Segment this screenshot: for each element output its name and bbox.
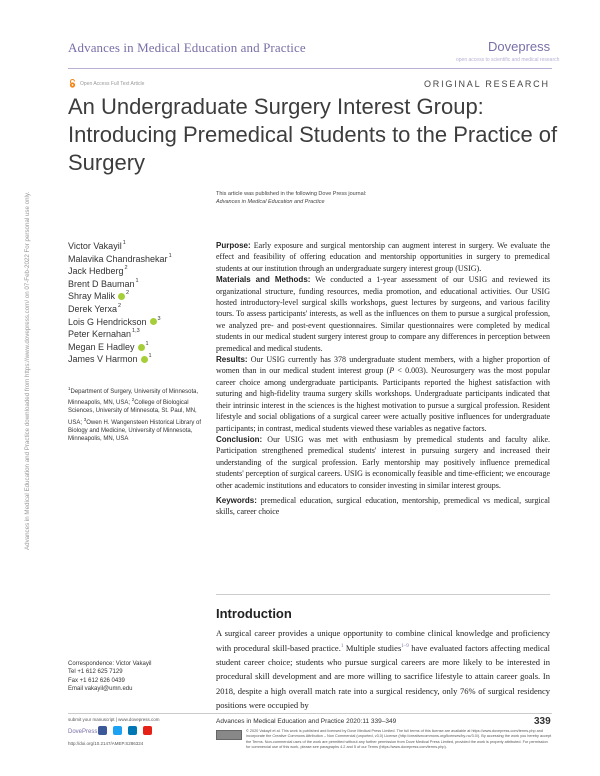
publisher-tagline: open access to scientific and medical research	[456, 57, 560, 63]
dovepress-small-logo[interactable]: DovePress	[68, 729, 98, 735]
keywords-text: premedical education, surgical education, mentorship, premedical vs medical, surgical skills, career choice	[216, 495, 550, 517]
results-text-cont: < 0.003). Neurosurgery was the most popular career choice among undergraduate participants. Participants reported the highest satisfaction with suturing and high-fidelity trauma surgery skills workshops. Undergraduate participants indicated that their intrinsic interest in the sciences is the highest motivation to pursue a surgical profession. Resident lifestyle and social obligations of a surgical career were actually positive influences for undergraduate participants; in contrast, medical students viewed these variables as negative factors.	[216, 366, 550, 433]
correspondence-fax: Fax +1 612 626 0439	[68, 677, 125, 684]
author-name: Lois G Hendrickson	[68, 316, 147, 327]
author-affiliation-number: 2	[126, 290, 130, 297]
publication-note	[216, 190, 366, 206]
publisher-logo[interactable]: Dovepress	[488, 39, 551, 54]
author-item	[68, 253, 172, 266]
abstract-conclusion	[216, 434, 550, 491]
conclusion-label: Conclusion:	[216, 434, 263, 444]
correspondence-email[interactable]: Email vakayil@umn.edu	[68, 686, 133, 693]
affiliation-2: College of Biological Sciences, University of Minnesota, St. Paul, MN, USA;	[68, 400, 197, 426]
author-name: Peter Kernahan	[68, 329, 132, 340]
affiliation-3: Owen H. Wangensteen Historical Library of Biology and Medicine, University of Minnesota, Minneapolis, MN, USA	[68, 419, 202, 443]
citation-link[interactable]: 1–9	[401, 644, 409, 650]
introduction-text	[216, 626, 550, 712]
author-affiliation-number: 1	[168, 252, 172, 259]
footer-citation: Advances in Medical Education and Practice 2020:11 339–349	[216, 718, 397, 725]
author-item	[68, 303, 172, 316]
correspondence-tel: Tel +1 612 625 7129	[68, 669, 123, 676]
citation-link[interactable]: 1	[340, 644, 344, 650]
author-affiliation-number: 1	[122, 240, 126, 246]
author-affiliation-number: 1	[135, 277, 139, 284]
footer-divider	[68, 713, 552, 714]
linkedin-icon[interactable]	[128, 726, 137, 735]
article-title: An Undergraduate Surgery Interest Group: Introducing Premedical Students to the Practice of Surgery	[68, 94, 558, 175]
author-name: Derek Yerxa	[68, 303, 118, 314]
publication-note-line: This article was published in the following Dove Press journal:	[216, 191, 367, 197]
purpose-label: Purpose:	[216, 241, 251, 250]
open-access-icon	[69, 79, 76, 88]
author-item	[68, 341, 172, 354]
article-type: ORIGINAL RESEARCH	[424, 79, 550, 89]
intro-text-part: have evaluated factors affecting medical student career choice; students who pursue surgical careers are more likely to be interested in procedural skill development and are more willing to sacrifice lifestyle to attain career goals. In 2018, despite a high overall match rate into a surgical residency, only 76% of surgical residency positions were occupied by	[216, 643, 551, 710]
author-list	[68, 240, 172, 366]
doi-link[interactable]: http://doi.org/10.2147/AMEP.S286324	[68, 741, 144, 746]
author-name: Shray Malik	[68, 291, 116, 302]
abstract-purpose	[216, 240, 550, 274]
affiliations	[68, 385, 212, 443]
author-affiliation-number: 1	[145, 340, 149, 347]
author-item	[68, 265, 172, 278]
affiliation-number: 3	[83, 416, 87, 422]
orcid-icon[interactable]	[138, 344, 145, 351]
abstract-keywords	[216, 495, 550, 518]
results-label: Results:	[216, 355, 248, 365]
open-access-label: Open Access Full Text Article	[80, 81, 145, 87]
author-item	[68, 353, 172, 366]
p-value-symbol: P	[389, 366, 395, 376]
license-text: © 2020 Vakayil et al. This work is published and licensed by Dove Medical Press Limited. The full terms of this license are available at https://www.dovepress.com/terms.php and incorporate the Creative Commons Attribution – Non Commercial (unported, v3.0) License (http://creativecommons.org/licenses/by-nc/3.0/). By accessing the work you hereby accept the Terms. Non-commercial uses of the work are permitted without any further permission from Dove Medical Press Limited, provided the work is properly attributed. For permission for commercial use of this work, please see paragraphs 4.2 and 5 of our Terms (https://www.dovepress.com/terms.php).	[246, 729, 552, 749]
journal-name: Advances in Medical Education and Practice	[68, 40, 306, 55]
methods-text: We conducted a 1-year assessment of our USIG and reviewed its organizational structure, funding resources, media promotion, and educational activities. Our USIG hosted introductory-level surgical skills workshops, guest lectures by surgeons, and various facility tours. To assess participants' interests, as well as the influences on them to pursue a surgical profession, we analyzed pre- and post-event questionnaires. Similar questionnaires were completed by medical students in our medical student surgery interest group to compare any differences in perception between premedical and medical students.	[216, 275, 550, 353]
orcid-icon[interactable]	[150, 318, 157, 325]
author-name: James V Harmon	[68, 354, 138, 365]
author-affiliation-number: 1,3	[132, 328, 140, 335]
affiliation-number: 1	[68, 386, 71, 391]
author-item	[68, 316, 172, 329]
intro-text-part: Multiple studies	[343, 643, 402, 654]
abstract	[216, 240, 550, 518]
author-affiliation-number: 3	[157, 315, 161, 322]
download-watermark	[3, 150, 43, 550]
orcid-icon[interactable]	[141, 356, 148, 363]
youtube-icon[interactable]	[143, 726, 152, 735]
correspondence	[68, 660, 152, 694]
author-affiliation-number: 2	[124, 265, 128, 272]
creative-commons-icon[interactable]	[216, 730, 242, 740]
author-item	[68, 328, 172, 341]
results-text: Our USIG currently has 378 undergraduate student members, with a higher proportion of women than in our medical student interest group (	[216, 355, 551, 376]
author-name: Malavika Chandrashekar	[68, 253, 168, 264]
twitter-icon[interactable]	[113, 726, 122, 735]
affiliation-1: Department of Surgery, University of Minnesota, Minneapolis, MN, USA;	[68, 389, 199, 407]
facebook-icon[interactable]	[98, 726, 107, 735]
page-number: 339	[534, 716, 551, 727]
abstract-results	[216, 354, 550, 434]
submit-manuscript-link[interactable]: submit your manuscript | www.dovepress.com	[68, 717, 160, 722]
correspondence-name: Correspondence: Victor Vakayil	[68, 661, 152, 667]
author-item	[68, 278, 172, 291]
keywords-label: Keywords:	[216, 495, 257, 505]
author-name: Megan E Hadley	[68, 341, 135, 352]
purpose-text: Early exposure and surgical mentorship can augment interest in surgery. We evaluate the effect and feasibility of offering education and mentorship opportunities in surgery to premedical students at our institution through an undergraduate surgery interest group (USIG).	[216, 241, 551, 273]
intro-divider	[216, 594, 550, 595]
author-affiliation-number: 2	[118, 302, 122, 309]
author-item	[68, 240, 172, 253]
social-links	[98, 726, 152, 735]
abstract-methods	[216, 274, 550, 354]
intro-text-part: A surgical career provides a unique opportunity to combine clinical knowledge and proficiency with procedural skill-based practice.	[216, 628, 550, 654]
introduction-heading: Introduction	[216, 606, 292, 621]
author-name: Victor Vakayil	[68, 241, 122, 251]
publication-journal[interactable]: Advances in Medical Education and Practice	[216, 199, 325, 205]
conclusion-text: Our USIG was met with enthusiasm by premedical students and faculty alike. Participation strengthened premedical students' interest in pursuing surgery and increased their understanding of the surgical profession. Early mentorship may positively influence premedical students' perception of surgical careers. USIG is economically feasible and time-efficient; we encourage other academic institutions and educators to consider investing in similar interest groups.	[216, 434, 550, 490]
affiliation-number: 2	[131, 397, 135, 403]
header-divider	[68, 68, 552, 69]
download-watermark-text: Advances in Medical Education and Practice downloaded from https://www.dovepress.com/ on 07-Feb-2022 For personal use only.	[24, 191, 31, 550]
methods-label: Materials and Methods:	[216, 275, 311, 285]
author-name: Brent D Bauman	[68, 278, 135, 289]
author-name: Jack Hedberg	[68, 266, 124, 277]
author-affiliation-number: 1	[148, 353, 152, 360]
